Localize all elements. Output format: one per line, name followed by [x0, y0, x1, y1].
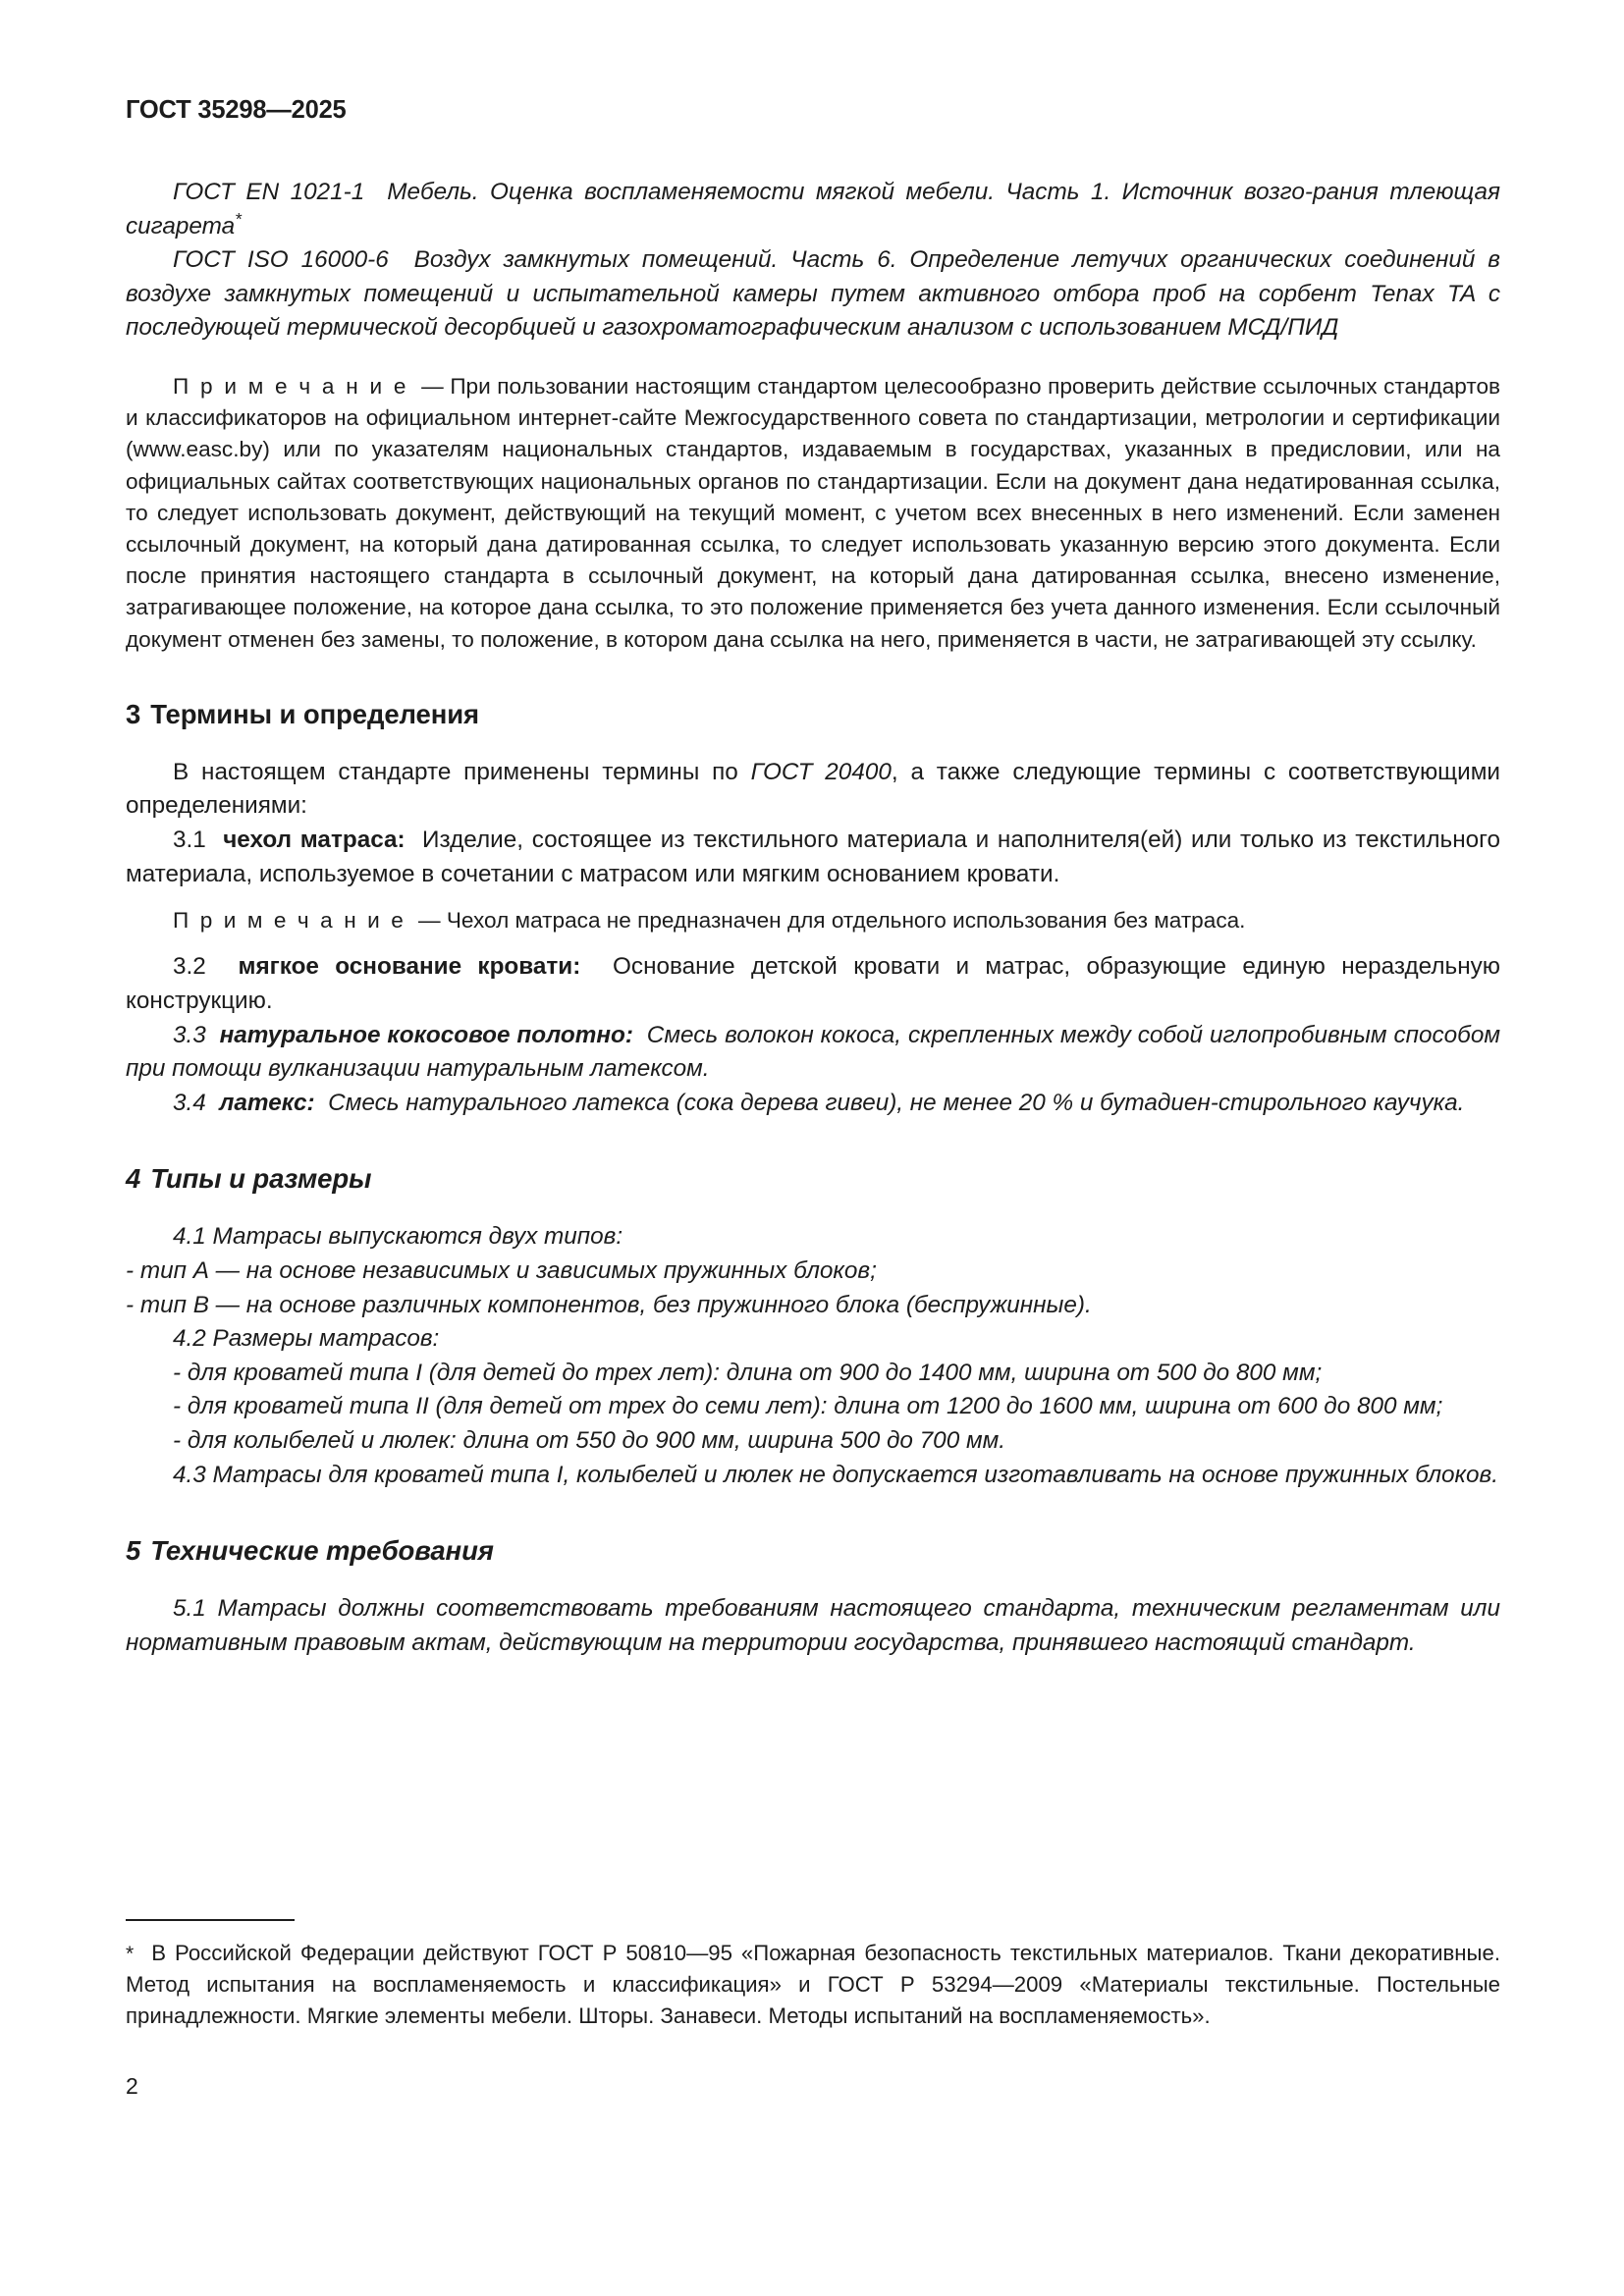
term-3-3: [126, 1019, 1500, 1087]
term-3-2-definition: Основание детской кровати и матрас, образующие единую нераздельную конструкцию.: [126, 953, 1500, 1014]
term-3-1-label: чехол матраса:: [223, 826, 406, 853]
footnote-text: [126, 1938, 1500, 2031]
section-3-intro-after: , а также следующие термины с соответствующими определениями:: [126, 758, 1500, 820]
section-4-title: Типы и размеры: [150, 1163, 372, 1195]
footnote-marker: *: [126, 1943, 135, 1965]
clause-4-1-type-a: - тип А — на основе независимых и зависимых пружинных блоков;: [126, 1256, 877, 1284]
normative-reference-en-1021-1: [126, 176, 1500, 243]
section-4-number: 4: [126, 1163, 141, 1195]
term-3-2-label: мягкое основание кровати:: [238, 953, 581, 981]
heading-section-5: [126, 1535, 1500, 1567]
note-dash: —: [421, 373, 444, 399]
note-label: П р и м е ч а н и е: [173, 373, 408, 399]
footnote-area: [126, 1919, 1500, 2031]
reference-designation: ГОСТ ISO 16000-6: [173, 246, 389, 274]
note-label: П р и м е ч а н и е: [173, 908, 406, 934]
page-number: 2: [126, 2073, 138, 2099]
term-3-2: [126, 950, 1500, 1018]
clause-4-1: 4.1 Матрасы выпускаются двух типов:: [173, 1223, 623, 1251]
reference-title: Мебель. Оценка воспламеняемости мягкой мебели. Часть 1. Источник возго-рания тлеющая сигарета: [126, 179, 1500, 240]
term-3-2-number: 3.2: [173, 953, 206, 981]
reference-iso-16000-6-text: [126, 243, 1500, 346]
term-3-1: [126, 824, 1500, 891]
section-3-intro-reference: ГОСТ 20400: [750, 758, 892, 785]
clause-4-1-type-b: - тип В — на основе различных компонентов, без пружинного блока (беспружинные).: [126, 1291, 1092, 1318]
term-3-1-definition: Изделие, состоящее из текстильного материала и наполнителя(ей) или только из текстильного материала, используемое в сочетании с матрасом или мягким основанием кровати.: [126, 826, 1500, 887]
footnote-marker-ref: *: [235, 208, 242, 229]
running-head: ГОСТ 35298—2025: [126, 96, 347, 124]
reference-designation: ГОСТ EN 1021-1: [173, 179, 365, 205]
reference-en-1021-1-text: [126, 176, 1500, 243]
term-3-4: [126, 1087, 1500, 1121]
clause-5-1: 5.1 Матрасы должны соответствовать требованиям настоящего стандарта, техническим регламентам или нормативным правовым актам, действующим на территории государства, принявшего настоящий стандарт.: [126, 1595, 1500, 1656]
note-term-3-1: [126, 905, 1500, 936]
clause-4-3: 4.3 Матрасы для кроватей типа I, колыбелей и люлек не допускается изготавливать на основе пружинных блоков.: [173, 1461, 1498, 1488]
section-3-intro: [126, 756, 1500, 824]
page-content: [126, 96, 1500, 1660]
section-3-intro-before: В настоящем стандарте применены термины по: [173, 758, 751, 785]
section-5-title: Технические требования: [150, 1535, 494, 1567]
clause-4-2-cradles: - для колыбелей и люлек: длина от 550 до 900 мм, ширина 500 до 700 мм.: [173, 1426, 1006, 1454]
section-3-number: 3: [126, 698, 141, 729]
term-3-4-label: латекс:: [219, 1089, 315, 1116]
clause-4-2: 4.2 Размеры матрасов:: [173, 1325, 440, 1353]
clause-4-2-bed-type-2: - для кроватей типа II (для детей от трех до семи лет): длина от 1200 до 1600 мм, ширина от 600 до 800 мм;: [173, 1393, 1443, 1420]
note-text: При пользовании настоящим стандартом целесообразно проверить действие ссылочных стандартов и классификаторов на официальном интернет-сайте Межгосударственного совета по стандартизации, метрологии и сертификации (www.easc.by) или по указателям национальных стандартов, издаваемым в государствах, указанных в предисловии, или на официальных сайтах соответствующих национальных органов по стандартизации. Если на документ дана недатированная ссылка, то следует использовать документ, действующий на текущий момент, с учетом всех внесенных в него изменений. Если заменен ссылочный документ, на который дана датированная ссылка, то следует использовать указанную версию этого документа. Если после принятия настоящего стандарта в ссылочный документ, на который дана датированная ссылка, внесено изменение, затрагивающее положение, на которое дана ссылка, то это положение применяется без учета данного изменения. Если ссылочный документ отменен без замены, то положение, в котором дана ссылка на него, применяется в части, не затрагивающей эту ссылку.: [126, 373, 1501, 652]
term-3-4-definition: Смесь натурального латекса (сока дерева гивеи), не менее 20 % и бутадиен-стирольного каучука.: [328, 1089, 1465, 1116]
term-3-3-definition: Смесь волокон кокоса, скрепленных между собой иглопробивным способом при помощи вулканизации натуральным латексом.: [126, 1021, 1500, 1083]
section-3-title: Термины и определения: [150, 698, 480, 729]
term-3-1-number: 3.1: [173, 826, 206, 853]
footnote-separator: [126, 1919, 295, 1921]
reference-title: Воздух замкнутых помещений. Часть 6. Определение летучих органических соединений в воздухе замкнутых помещений и испытательной камеры путем активного отбора проб на сорбент Tenax TA с последующей термической десорбцией и газохроматографическим анализом с использованием МСД/ПИД: [126, 246, 1500, 342]
normative-reference-iso-16000-6: [126, 243, 1500, 346]
section-5-number: 5: [126, 1535, 141, 1567]
footnote-body: В Российской Федерации действуют ГОСТ Р 50810—95 «Пожарная безопасность текстильных материалов. Ткани декоративные. Метод испытания на воспламеняемость и классификация» и ГОСТ Р 53294—2009 «Материалы текстильные. Постельные принадлежности. Мягкие элементы мебели. Шторы. Занавеси. Методы испытаний на воспламеняемость».: [126, 1941, 1500, 2028]
term-3-4-number: 3.4: [173, 1089, 206, 1116]
note-dash: —: [417, 908, 441, 934]
term-3-3-label: натуральное кокосовое полотно:: [219, 1021, 633, 1048]
note-normative-references: [126, 371, 1500, 656]
term-3-3-number: 3.3: [173, 1021, 206, 1048]
heading-section-4: [126, 1163, 1500, 1195]
note-text: Чехол матраса не предназначен для отдельного использования без матраса.: [446, 908, 1246, 934]
clause-4-2-bed-type-1: - для кроватей типа I (для детей до трех лет): длина от 900 до 1400 мм, ширина от 500 до 800 мм;: [173, 1359, 1323, 1386]
heading-section-3: [126, 699, 1500, 730]
